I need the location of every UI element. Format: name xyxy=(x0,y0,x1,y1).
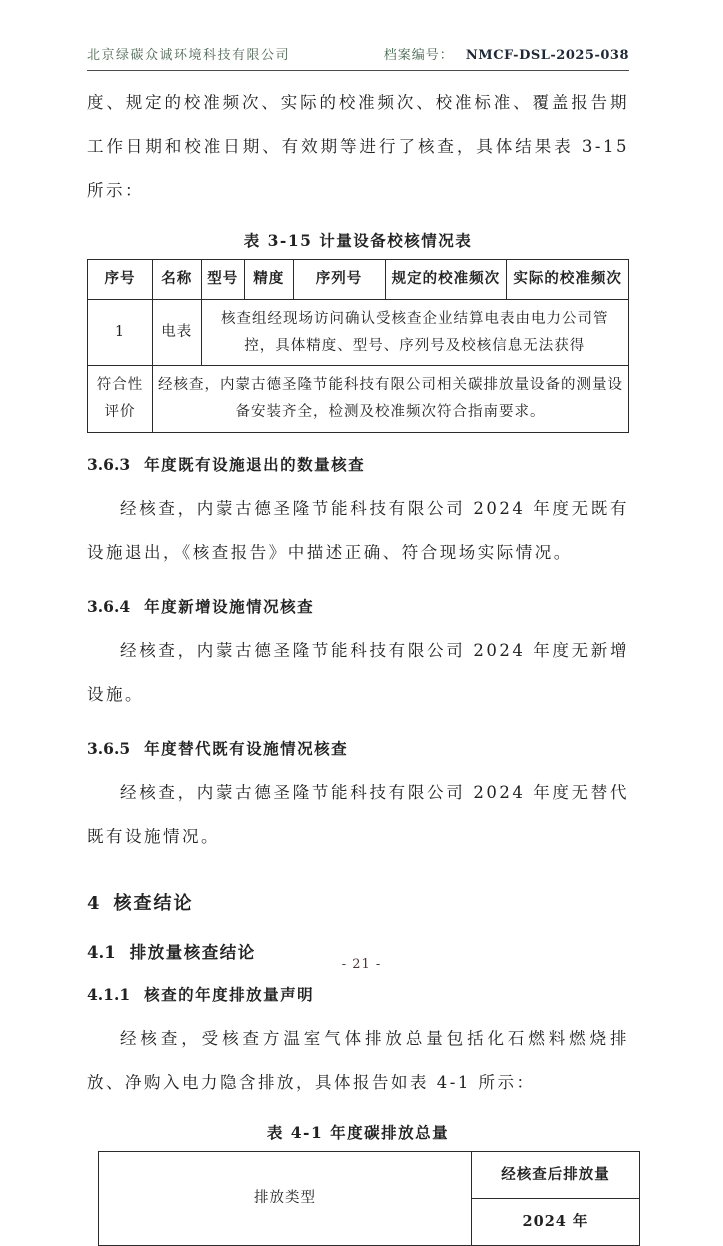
paragraph-3-6-4: 经核查，内蒙古德圣隆节能科技有限公司 2024 年度无新增设施。 xyxy=(87,641,629,705)
cell-year-header: 2024 年 xyxy=(472,1199,640,1246)
table-4-1 xyxy=(98,1151,640,1246)
section-title: 年度替代既有设施情况核查 xyxy=(144,739,349,759)
paragraph-3-6-5: 经核查，内蒙古德圣隆节能科技有限公司 2024 年度无替代既有设施情况。 xyxy=(87,783,629,847)
section-heading-3-6-5 xyxy=(87,737,629,759)
section-number: 4.1.1 xyxy=(87,985,131,1005)
section-title: 排放量核查结论 xyxy=(129,943,256,963)
section-title: 年度新增设施情况核查 xyxy=(144,597,315,617)
page-number: - 21 - xyxy=(341,957,382,972)
table-3-15-title: 表 3-15 计量设备校核情况表 xyxy=(243,231,473,250)
col-header-name: 名称 xyxy=(152,260,201,300)
cell-conformity-note: 经核查，内蒙古德圣隆节能科技有限公司相关碳排放量设备的测量设备安装齐全，检测及校准频次符合指南要求。 xyxy=(152,366,628,433)
cell-conformity-label: 符合性评价 xyxy=(88,366,153,433)
col-header-model: 型号 xyxy=(201,260,244,300)
col-header-seq: 序号 xyxy=(88,260,153,300)
archive-number-block xyxy=(384,44,629,63)
paragraph-3-6-3: 经核查，内蒙古德圣隆节能科技有限公司 2024 年度无既有设施退出，《核查报告》中描述正确、符合现场实际情况。 xyxy=(87,499,629,563)
table-row-conformity xyxy=(88,366,629,433)
cell-device-no: 1 xyxy=(88,299,153,366)
company-name: 北京绿碳众诚环境科技有限公司 xyxy=(87,48,291,63)
section-heading-4 xyxy=(87,889,629,915)
cell-verified-emission-header: 经核查后排放量 xyxy=(472,1152,640,1199)
section-number: 4 xyxy=(87,893,100,915)
table-row-header xyxy=(88,260,629,300)
section-title: 年度既有设施退出的数量核查 xyxy=(144,455,366,475)
section-title: 核查结论 xyxy=(113,893,194,915)
archive-number-value: NMCF-DSL-2025-038 xyxy=(465,48,629,63)
section-number: 3.6.4 xyxy=(87,597,131,617)
archive-number-label: 档案编号： xyxy=(383,48,454,63)
cell-emission-type-header: 排放类型 xyxy=(98,1152,471,1246)
section-heading-3-6-4 xyxy=(87,595,629,617)
col-header-serial: 序列号 xyxy=(293,260,385,300)
page-header xyxy=(87,44,629,71)
cell-device-name: 电表 xyxy=(152,299,201,366)
section-number: 3.6.5 xyxy=(87,739,131,759)
paragraph-calibration-intro: 度、规定的校准频次、实际的校准频次、校准标准、覆盖报告期工作日期和校准日期、有效期等进行了核查，具体结果表 3-15 所示： xyxy=(87,93,629,200)
cell-device-note: 核查组经现场访问确认受核查企业结算电表由电力公司管控，具体精度、型号、序列号及校核信息无法获得 xyxy=(201,299,628,366)
col-header-actual-freq: 实际的校准频次 xyxy=(507,260,629,300)
section-number: 3.6.3 xyxy=(87,455,131,475)
table-3-15 xyxy=(87,259,629,433)
col-header-precision: 精度 xyxy=(244,260,293,300)
section-title: 核查的年度排放量声明 xyxy=(144,985,315,1005)
table-row-device xyxy=(88,299,629,366)
table-row xyxy=(98,1152,639,1199)
section-number: 4.1 xyxy=(87,943,116,963)
section-heading-4-1-1 xyxy=(87,983,629,1005)
table-4-1-title: 表 4-1 年度碳排放总量 xyxy=(266,1123,450,1143)
paragraph-4-1-1: 经核查，受核查方温室气体排放总量包括化石燃料燃烧排放、净购入电力隐含排放，具体报告如表 4-1 所示： xyxy=(87,1029,629,1093)
col-header-required-freq: 规定的校准频次 xyxy=(385,260,507,300)
section-heading-3-6-3 xyxy=(87,453,629,475)
